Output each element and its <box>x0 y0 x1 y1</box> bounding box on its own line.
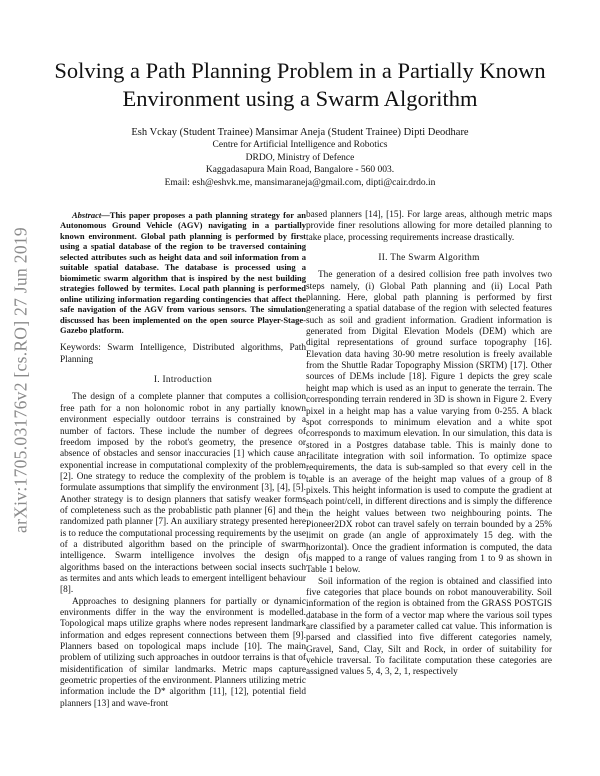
intro-paragraph-1: The design of a complete planner that computes a collision free path for a non holonomic robot in any partially known environment especially outdoor terrains is constrained by a number of factors. These include the number of degrees of freedom imposed by the robot's geometry, the presence or absence of obstacles and sensor inaccuracies [1] which cause an exponential increase in computational complexity of the problem [2]. One strategy to reduce the complexity of the problem is to formulate assumptions that simplify the environment [3], [4], [5]. Another strategy is to design planners that satisfy weaker forms of completeness such as the probablistic path planner [6] and the randomized path planner [7]. An auxiliary strategy presented here is to reduce the computational processing requirements by the use of a distributed algorithm based on the principle of swarm intelligence. Swarm intelligence involves the design of algorithms based on the interactions between social insects such as termites and ants which leads to emergent intelligent behaviour [8]. <box>60 392 306 596</box>
swarm-paragraph-2: Soil information of the region is obtained and classified into five categories that place bounds on robot manouverability. Soil information of the region is obtained from the GRASS POSTGIS database in the form of a vector map where the various soil types are classified by a parameter called cat value. This information is parsed and classified into five different categories namely, Gravel, Sand, Clay, Silt and Rock, in order of suitability for vehicle traversal. To facilitate computation these categories are assigned values 5, 4, 3, 2, 1, respectively <box>306 576 552 678</box>
keywords: Keywords: Swarm Intelligence, Distributed algorithms, Path Planning <box>60 343 306 365</box>
affiliation-centre: Centre for Artificial Intelligence and Robotics <box>212 140 388 150</box>
affiliation-org: DRDO, Ministry of Defence <box>245 152 355 163</box>
abstract-lead: Abstract <box>72 210 102 220</box>
swarm-paragraph-1: The generation of a desired collision free path involves two steps namely, (i) Global Path planning and (ii) Local Path planning. Here, global path planning is performed by first generating a spatial database of the region with selected features such as soil and gradient information. Gradient information is generated from Digital Elevation Models (DEM) which are digital representations of ground surface topography [16]. Elevation data having 30-90 metre resolution is freely available from the Shuttle Radar Topography Mission (SRTM) [17]. Other sources of DEMs include [18]. Figure 1 depicts the grey scale height map which is used as an input to generate the terrain. The corresponding terrain rendered in 3D is shown in Figure 2. Every pixel in a height map has a value varying from 0-255. A black spot corresponds to minimum elevation and a white spot corresponds to maximum elevation. In our simulation, this data is stored in a Postgres database table. This is mainly done to facilitate integration with soil information. To optimize space requirements, the data is sub-sampled so that every cell in the table is an average of the height map values of a group of 8 pixels. This height information is used to compute the gradient at each point/cell, in different directions and is simply the difference in the height values between two neighbouring points. The Pioneer2DX robot can travel safely on terrain bounded by a 25% limit on grade (an angle of approximately 15 deg. with the horizontal). Once the gradient information is computed, the data is mapped to a range of values ranging from 1 to 9 as shown in Table 1 below. <box>306 270 552 576</box>
arxiv-identifier: arXiv:1705.03176v2 [cs.RO] 27 Jun 2019 <box>10 227 31 533</box>
right-column <box>306 210 552 679</box>
paper-title: Solving a Path Planning Problem in a Partially Known Environment using a Swarm Algorithm <box>54 58 546 111</box>
author-line: Esh Vckay (Student Trainee) Mansimar Aneja (Student Trainee) Dipti Deodhare <box>131 127 469 138</box>
intro-paragraph-2: Approaches to designing planners for partially or dynamic environments differ in the way the environment is modelled. Topological maps utilize graphs where nodes represent landmark information and edges represent connections between them [9]. Planners based on topological maps include [10]. The main problem of utilizing such approaches in outdoor terrains is that of misidentification of similar landmarks. Metric maps capture geometric properties of the environment. Planners utilizing metric information include the D* algorithm [11], [12], potential field planners [13] and wave-front <box>60 596 306 709</box>
affiliation-address: Kaggadasapura Main Road, Bangalore - 560 003. <box>205 165 395 176</box>
left-column <box>60 210 306 710</box>
section-heading-introduction: I. Introduction <box>153 375 213 386</box>
abstract-text: —This paper proposes a path planning strategy for an Autonomous Ground Vehicle (AGV) navigating in a partially known environment. Global path planning is performed by first using a spatial database of the region to be traversed containing selected attributes such as height data and soil information from a suitable spatial database. The database is processed using a biomimetic swarm algorithm that is inspired by the nest building strategies followed by termites. Local path planning is performed online utilizing information regarding contingencies that affect the safe navigation of the AGV from various sensors. The simulation discussed has been implemented on the open source Player-Stage-Gazebo platform. <box>60 210 306 335</box>
continued-paragraph: based planners [14], [15]. For large areas, although metric maps provide finer resolutions allowing for more detailed planning to take place, processing requirements increase drastically. <box>306 210 552 243</box>
abstract <box>60 210 306 335</box>
affiliation-emails: Email: esh@eshvk.me, mansimaraneja@gmail.com, dipti@cair.drdo.in <box>164 177 436 188</box>
section-heading-swarm-algorithm: II. The Swarm Algorithm <box>378 253 480 264</box>
affiliation-block <box>50 139 550 189</box>
arxiv-sidebar <box>8 180 34 580</box>
